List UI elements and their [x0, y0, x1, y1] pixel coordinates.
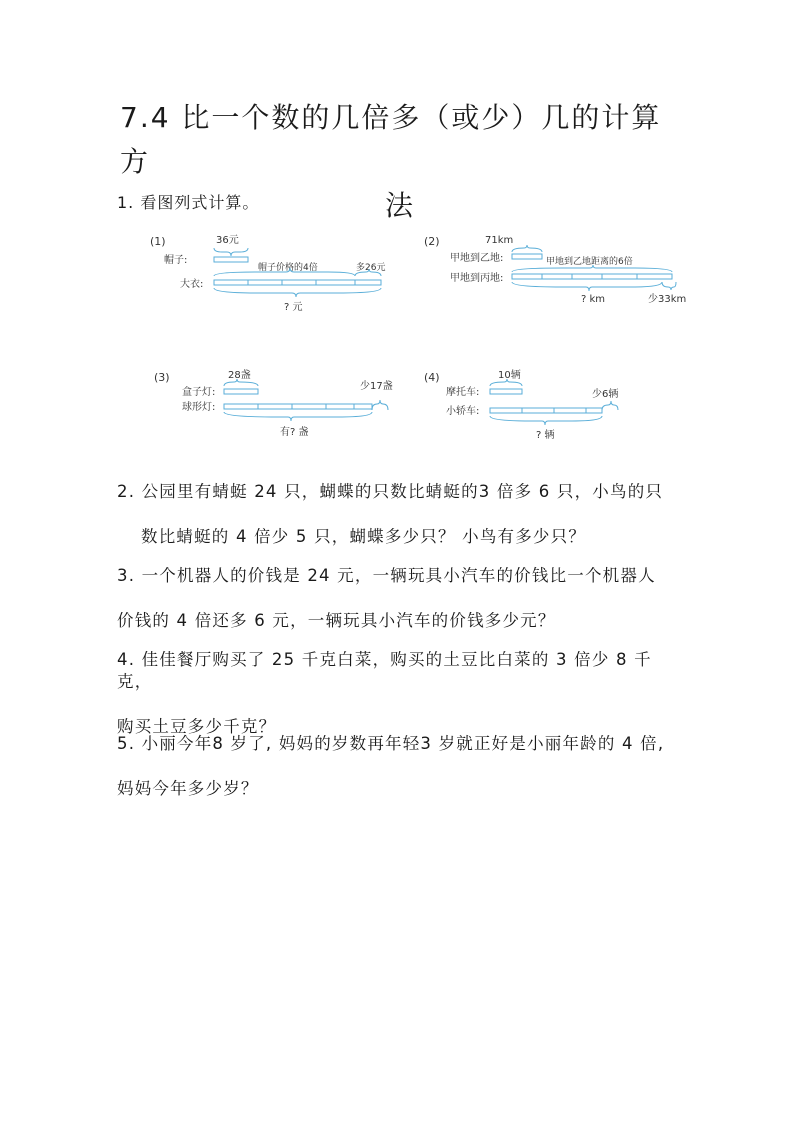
- problem-2-line-2: 数比蜻蜓的 4 倍少 5 只，蝴蝶多少只？ 小鸟有多少只？: [141, 527, 587, 546]
- diagram-4-top-value: 10辆: [498, 370, 521, 381]
- problem-5: [117, 733, 677, 800]
- diagram-1-bar-1: [214, 257, 248, 262]
- diagram-3-top-value: 28盏: [228, 370, 251, 381]
- diagram-4-number: (4): [424, 371, 440, 384]
- diagram-2-row1-label: 甲地到乙地:: [450, 253, 504, 264]
- diagram-1-bottom-brace: [214, 288, 381, 297]
- diagram-3-number: (3): [154, 371, 170, 384]
- diagram-4-bottom-brace: [490, 416, 602, 425]
- diagram-3-less-label: 少17盏: [360, 381, 393, 392]
- title-line-1: 7.4 比一个数的几倍多（或少）几的计算方: [120, 101, 662, 178]
- problem-3-line-2: 价钱的 4 倍还多 6 元，一辆玩具小汽车的价钱多少元？: [117, 611, 556, 630]
- diagram-4-bottom-label: ? 辆: [536, 430, 555, 441]
- diagram-2-bottom-brace: [512, 282, 662, 291]
- problem-4-line-1: 4. 佳佳餐厅购买了 25 千克白菜，购买的土豆比白菜的 3 倍少 8 千克，: [117, 650, 652, 691]
- diagram-2-top-value: 71km: [485, 235, 514, 246]
- diagram-2-top-brace: [512, 245, 542, 252]
- diagram-4-row1-label: 摩托车:: [446, 387, 480, 398]
- diagram-2-number: (2): [424, 235, 440, 248]
- question-1-heading: 1. 看图列式计算。: [117, 193, 260, 212]
- diagram-2-row2-label: 甲地到丙地:: [450, 273, 504, 284]
- diagram-1: [148, 230, 408, 318]
- title-line-2: 法: [384, 189, 415, 222]
- problem-2: [117, 481, 677, 548]
- diagram-2-bar-2: [512, 274, 672, 279]
- diagram-3: [148, 364, 408, 444]
- diagram-3-bottom-label: 有? 盏: [280, 427, 309, 438]
- diagram-1-row2-label: 大衣:: [180, 279, 204, 290]
- diagram-2-bottom-label: ? km: [581, 294, 606, 305]
- problem-4-line-2: 购买土豆多少千克？: [117, 717, 277, 736]
- diagram-4-less-brace: [602, 401, 618, 410]
- problem-5-line-2: 妈妈今年多少岁？: [117, 779, 259, 798]
- diagram-1-top-brace: [214, 248, 248, 256]
- diagram-4: [422, 364, 642, 444]
- diagram-4-bar-1: [490, 389, 522, 394]
- diagram-1-top-value: 36元: [216, 235, 239, 246]
- diagram-1-bottom-label: ? 元: [284, 302, 303, 313]
- diagram-4-row2-label: 小轿车:: [446, 406, 480, 417]
- problem-3: [117, 565, 677, 632]
- problem-2-line-1: 2. 公园里有蜻蜓 24 只，蝴蝶的只数比蜻蜓的3 倍多 6 只，小鸟的只: [117, 482, 664, 501]
- diagram-1-extra-label: 多26元: [356, 263, 386, 273]
- diagram-4-bar-2: [490, 408, 602, 413]
- diagram-2-middle-label: 甲地到乙地距离的6倍: [546, 257, 633, 267]
- diagram-3-bottom-brace: [224, 412, 372, 421]
- problem-4: [117, 649, 677, 738]
- diagram-2: [422, 230, 694, 310]
- diagram-2-less-brace: [662, 282, 676, 290]
- diagram-2-less-label: 少33km: [648, 294, 687, 305]
- diagram-1-middle-label: 帽子价格的4倍: [258, 263, 318, 273]
- diagram-3-bar-2: [224, 404, 372, 409]
- diagram-3-bar-1: [224, 389, 258, 394]
- diagram-3-less-brace: [372, 400, 388, 410]
- diagram-1-number: (1): [150, 235, 166, 248]
- diagram-3-row1-label: 盒子灯:: [182, 387, 216, 398]
- diagram-1-bar-2: [214, 280, 381, 285]
- diagram-4-less-label: 少6辆: [592, 389, 619, 400]
- problem-3-line-1: 3. 一个机器人的价钱是 24 元，一辆玩具小汽车的价钱比一个机器人: [117, 566, 656, 585]
- diagram-1-row1-label: 帽子:: [164, 255, 188, 266]
- diagram-2-bar-1: [512, 254, 542, 259]
- diagram-3-row2-label: 球形灯:: [182, 402, 216, 413]
- problem-5-line-1: 5. 小丽今年8 岁了, 妈妈的岁数再年轻3 岁就正好是小丽年龄的 4 倍,: [117, 734, 665, 753]
